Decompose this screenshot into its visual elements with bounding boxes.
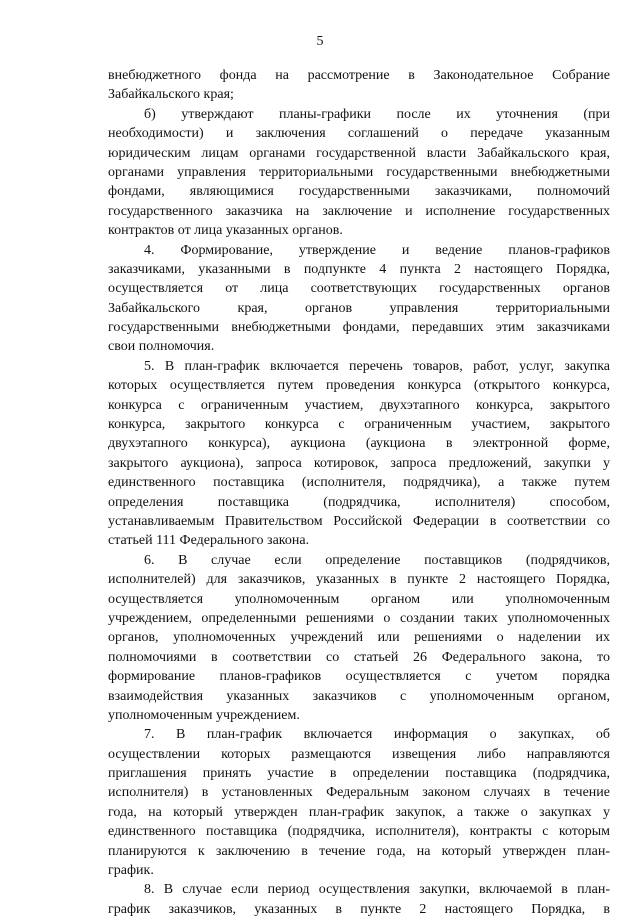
text-line: статьей 111 Федерального закона. [108,533,310,549]
text-line: фондами, являющимися государственными заказчиками, полномочий [108,184,610,200]
text-line: органов, уполномоченных учреждений или решениями о наделении их [108,630,610,646]
text-line: учреждением, определенными решениями о создании таких уполномоченных [108,610,610,626]
text-line: государственного заказчика на заключение и исполнение государственных [108,203,610,219]
text-line: государственными внебюджетными фондами, передавших этим заказчиками [108,320,610,336]
text-line: график заказчиков, указанных в пункте 2 настоящего Порядка, в [108,901,610,917]
text-line: полномочиями в соответствии со статьей 26 Федерального закона, то [108,649,610,665]
text-line: 8. В случае если период осуществления закупки, включаемой в план- [144,882,610,898]
text-line: приглашения принять участие в определении поставщика (подрядчика, [108,766,610,782]
text-line: года, на который утвержден план-график закупок, а также о закупках у [108,804,610,820]
text-line: закрытого аукциона), запроса котировок, запроса предложений, закупки у [108,455,610,471]
text-line: конкурса с ограниченным участием, двухэтапного конкурса, закрытого [108,397,610,413]
text-line: график. [108,863,154,879]
text-line: 6. В случае если определение поставщиков (подрядчиков, [144,552,610,568]
text-line: внебюджетного фонда на рассмотрение в Законодательное Собрание [108,68,610,83]
text-line: уполномоченным учреждением. [108,707,300,723]
text-line: определения поставщика (подрядчика, исполнителя) способом, [108,494,610,510]
text-line: единственного поставщика (исполнителя, подрядчика), а также путем [108,475,610,491]
text-line: контрактов от лица указанных органов. [108,223,343,239]
document-body [108,66,610,919]
text-line: единственного поставщика (подрядчика, исполнителя), контракты с которым [108,824,610,840]
text-line: необходимости) и заключения соглашений о передаче указанным [108,126,610,142]
text-line: формирование планов-графиков осуществляется с учетом порядка [108,669,610,685]
text-line: осуществляется от лица соответствующих государственных органов [108,281,610,297]
text-line: планируются к заключению в течение года, на который утвержден план- [108,843,610,859]
text-line: устанавливаемым Правительством Российской Федерации в соответствии со [108,513,610,529]
text-line: исполнителей) для заказчиков, указанных в пункте 2 настоящего Порядка, [108,572,610,588]
text-line: исполнителя) в установленных Федеральным законом случаях в течение [108,785,610,801]
text-line: юридическим лицам органами государственной власти Забайкальского края, [108,145,610,161]
text-line: которых осуществляется путем проведения конкурса (открытого конкурса, [108,378,610,394]
text-line: двухэтапного конкурса), аукциона (аукциона в электронной форме, [108,436,610,452]
text-line: 7. В план-график включается информация о закупках, об [144,727,610,743]
text-line: осуществляется уполномоченным органом или уполномоченным [108,591,610,607]
text-line: б) утверждают планы-графики после их уточнения (при [144,106,610,122]
text-line: органами управления территориальными государственными внебюджетными [108,164,610,180]
text-line: 4. Формирование, утверждение и ведение планов-графиков [144,242,610,258]
text-line: Забайкальского края; [108,87,234,103]
text-line: свои полномочия. [108,339,215,355]
text-line: заказчиками, указанными в подпункте 4 пункта 2 настоящего Порядка, [108,261,610,277]
text-line: Забайкальского края, органов управления территориальными [108,300,610,316]
text-line: конкурса, закрытого конкурса с ограниченным участием, закрытого [108,417,610,433]
text-line: 5. В план-график включается перечень товаров, работ, услуг, закупка [144,358,610,374]
text-line: взаимодействия указанных заказчиков с уполномоченным органом, [108,688,610,704]
text-line: осуществлении которых размещаются извещения либо направляются [108,746,610,762]
page-number: 5 [316,34,324,49]
